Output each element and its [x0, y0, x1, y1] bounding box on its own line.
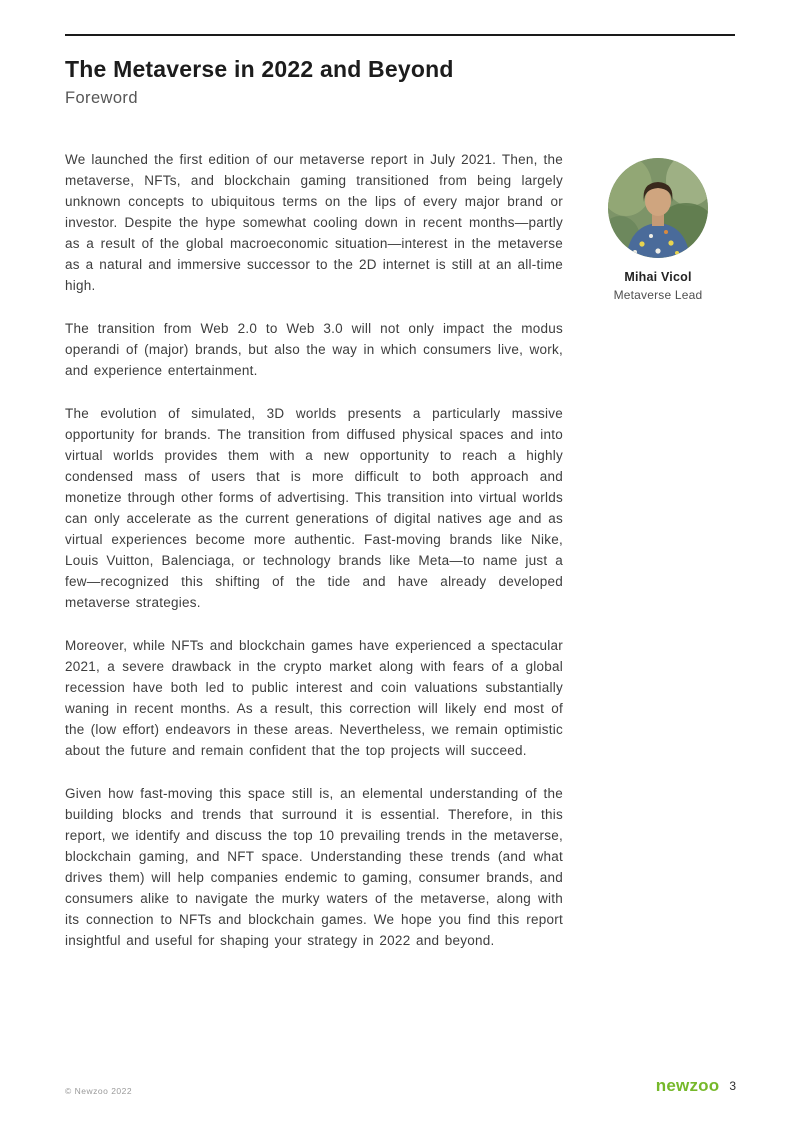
body-column: [65, 149, 563, 973]
footer-right: [656, 1076, 736, 1096]
paragraph-2: The transition from Web 2.0 to Web 3.0 will not only impact the modus operandi of (major) brands, but also the way in which consumers live, work, and experience entertainment.: [65, 321, 563, 378]
author-block: [588, 158, 728, 302]
copyright-text: © Newzoo 2022: [65, 1086, 133, 1096]
avatar: [608, 158, 708, 258]
paragraph-1: We launched the first edition of our metaverse report in July 2021. Then, the metaverse, NFTs, and blockchain gaming transitioned from being largely unknown concepts to ubiquitous terms on the lips of every major brand or investor. Despite the hype somewhat cooling down in recent months—partly as a result of the global macroeconomic situation—interest in the metaverse as a natural and immersive successor to the 2D internet is still at an all-time high.: [65, 152, 563, 293]
top-rule: [65, 34, 735, 36]
page-title: The Metaverse in 2022 and Beyond: [65, 56, 454, 82]
newzoo-logo: newzoo: [655, 1076, 720, 1095]
paragraph-5: Given how fast-moving this space still is, an elemental understanding of the building blocks and trends that surround it is essential. Therefore, in this report, we identify and discuss the top 10 prevailing trends in the metaverse, blockchain gaming, and NFT space. Understanding these trends (and what drives them) will help companies endemic to gaming, consumer brands, and consumers alike to navigate the murky waters of the metaverse, along with its connection to NFTs and blockchain games. We hope you find this report insightful and useful for shaping your strategy in 2022 and beyond.: [65, 786, 563, 948]
page-number: 3: [729, 1079, 736, 1093]
author-name: Mihai Vicol: [624, 270, 692, 284]
author-photo-icon: [608, 158, 708, 258]
paragraph-4: Moreover, while NFTs and blockchain games have experienced a spectacular 2021, a severe drawback in the crypto market along with fears of a global recession have both led to public interest and coin valuations substantially waning in recent months. As a result, this correction will likely end most of the (low effort) endeavors in these areas. Nevertheless, we remain optimistic about the future and remain confident that the top projects will succeed.: [65, 638, 563, 758]
author-role: Metaverse Lead: [613, 288, 703, 302]
page-subtitle: Foreword: [65, 89, 138, 107]
paragraph-3: The evolution of simulated, 3D worlds presents a particularly massive opportunity for brands. The transition from diffused physical spaces and into virtual worlds provides them with a new opportunity to reach a highly condensed mass of users that is more difficult to both approach and monetize through other forms of advertising. This transition into virtual worlds can only accelerate as the current generations of digital natives age and as virtual experiences become more authentic. Fast-moving brands like Nike, Louis Vuitton, Balenciaga, or technology brands like Meta—to name just a few—recognized this shifting of the tide and have already developed metaverse strategies.: [65, 406, 563, 610]
